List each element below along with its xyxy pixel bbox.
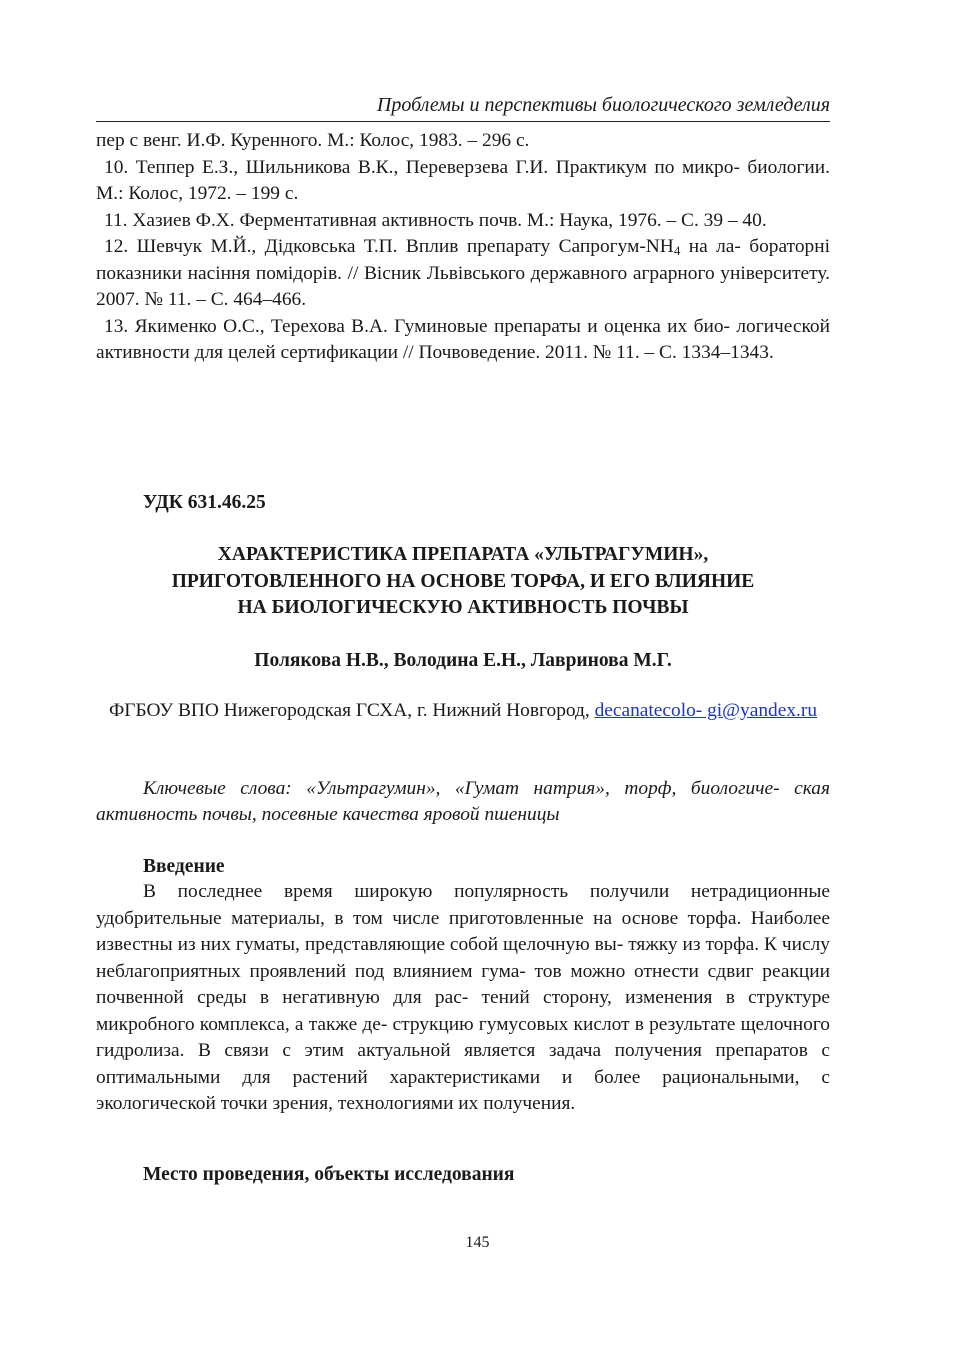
reference-list: [96, 128, 830, 367]
place-heading: Место проведения, объекты исследования: [143, 1164, 515, 1185]
header-rule: [96, 121, 830, 122]
authors: Полякова Н.В., Володина Е.Н., Лавринова М.Г.: [254, 650, 672, 671]
reference-text: 12. Шевчук М.Й., Дідковська Т.П. Вплив препарату Сапрогум-NH: [104, 236, 674, 257]
keywords: Ключевые слова: «Ультрагумин», «Гумат натрия», торф, биологиче- ская активность почвы, посевные качества яровой пшеницы: [96, 778, 830, 825]
affiliation-text: ФГБОУ ВПО Нижегородская ГСХА, г. Нижний Новгород,: [108, 700, 595, 721]
reference-item: пер с венг. И.Ф. Куренного. М.: Колос, 1983. – 296 с.: [96, 130, 530, 151]
reference-item: 10. Теппер Е.З., Шильникова В.К., Переверзева Г.И. Практикум по микро- биологии. М.: Колос, 1972. – 199 с.: [96, 156, 830, 204]
title-line: ПРИГОТОВЛЕННОГО НА ОСНОВЕ ТОРФА, И ЕГО ВЛИЯНИЕ: [171, 570, 755, 592]
title-line: НА БИОЛОГИЧЕСКУЮ АКТИВНОСТЬ ПОЧВЫ: [237, 597, 689, 618]
reference-item: [96, 234, 830, 314]
intro-heading: Введение: [143, 856, 225, 877]
email-link[interactable]: decanatecolo- gi@yandex.ru: [594, 700, 818, 721]
reference-text: на ла- бораторні показники насіння помідорів. // Вісник Львівського державного аграрного університету. 2007. № 11. – С. 464–466.: [96, 236, 830, 310]
udc-code: УДК 631.46.25: [143, 492, 266, 513]
reference-item: 13. Якименко О.С., Терехова В.А. Гуминовые препараты и оценка их био- логической активности для целей сертификации // Почвоведение. 2011. № 11. – С. 1334–1343.: [96, 315, 830, 363]
affiliation: [96, 698, 830, 724]
reference-subscript: 4: [673, 243, 681, 258]
reference-item: 11. Хазиев Ф.Х. Ферментативная активность почв. М.: Наука, 1976. – С. 39 – 40.: [104, 209, 767, 231]
page-number: 145: [465, 1234, 490, 1251]
title-line: ХАРАКТЕРИСТИКА ПРЕПАРАТА «УЛЬТРАГУМИН»,: [217, 544, 709, 565]
intro-paragraph: В последнее время широкую популярность получили нетрадиционные удобрительные материалы, в том числе приготовленные на основе торфа. Наиболее известны из них гуматы, представляющие собой щелочную вы- тяжку из торфа. К числу неблагоприятных проявлений под влиянием гума- тов можно отнести сдвиг реакции почвенной среды в негативную для рас- тений сторону, изменения в структуре микробного комплекса, а также де- струкцию гумусовых кислот в результате щелочного гидролиза. В связи с этим актуальной является задача получения препаратов с оптимальными для растений характеристиками и более рациональными, с экологической точки зрения, технологиями их получения.: [96, 881, 830, 1114]
article-title: [96, 542, 830, 622]
running-header: Проблемы и перспективы биологического земледелия: [376, 94, 830, 116]
